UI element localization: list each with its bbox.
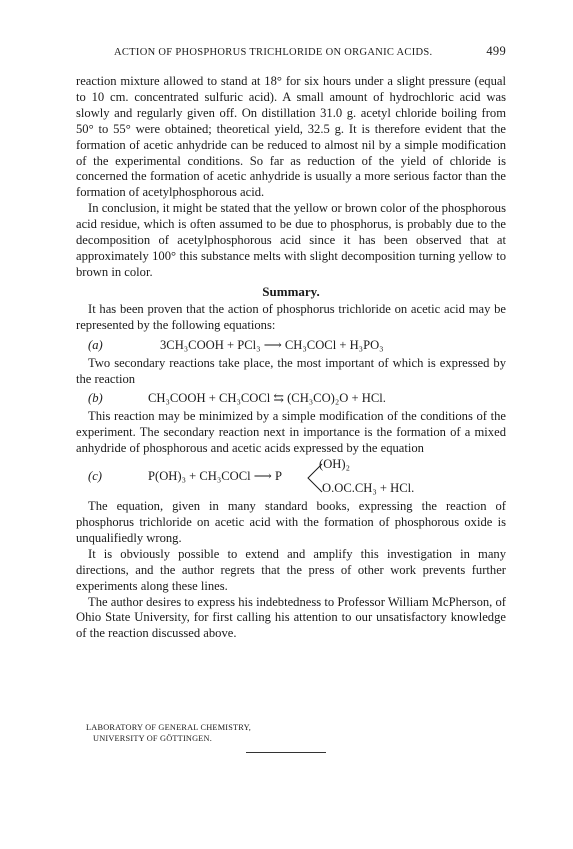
- equation-b: [76, 387, 506, 409]
- paragraph-secondary-reactions: Two secondary reactions take place, the most important of which is expressed by the reaction: [76, 355, 506, 386]
- paragraph-continuation: reaction mixture allowed to stand at 18° for six hours under a slight pressure (equal to 10 cm. concentrated sulfuric acid). A small amount of hydrochloric acid was slowly and regularly given off. On distillation 31.0 g. acetyl chloride boiling from 50° to 55° were obtained; theoretical yield, 32.5 g. It is therefore evident that the formation of acetic anhydride can be reduced to almost nil by a simple modification of the experimental conditions. So far as reduction of the yield of chloride is concerned the formation of acetic anhydride is usually a more serious factor than the formation of acetylphosphorous acid.: [76, 74, 506, 200]
- affiliation-line-2: UNIVERSITY OF GÖTTINGEN.: [93, 734, 213, 743]
- affiliation-line-1: LABORATORY OF GENERAL CHEMISTRY,: [86, 723, 251, 732]
- end-rule: [246, 752, 326, 753]
- article-body: [76, 74, 506, 642]
- paragraph-acknowledgement: The author desires to express his indebtedness to Professor William McPherson, of Ohio State University, for first calling his attention to our unsatisfactory knowledge of the reaction discussed above.: [76, 594, 506, 641]
- paragraph-summary-intro: It has been proven that the action of phosphorus trichloride on acetic acid may be represented by the following equations:: [76, 301, 506, 332]
- equation-a-label: (a): [88, 337, 103, 352]
- paragraph-extend: It is obviously possible to extend and amplify this investigation in many directions, and the author regrets that the press of other work prevents further experiments along these lines.: [76, 546, 506, 593]
- equation-a-formula: 3CH₃COOH + PCl₃ ⟶ CH₃COCl + H₃PO₃: [160, 337, 384, 352]
- equation-c-bottom-branch: O.OC.CH₃ + HCl.: [322, 481, 415, 496]
- equation-b-formula: CH₃COOH + CH₃COCl ⇆ (CH₃CO)₂O + HCl.: [148, 391, 386, 406]
- running-header: [76, 43, 506, 63]
- equation-c-label: (c): [88, 469, 102, 484]
- paragraph-standard-books: The equation, given in many standard books, expressing the reaction of phosphorus trichloride on acetic acid with the formation of phosphorous oxide is unqualifiedly wrong.: [76, 499, 506, 545]
- page-number: 499: [486, 44, 506, 58]
- running-title: ACTION OF PHOSPHORUS TRICHLORIDE ON ORGANIC ACIDS.: [114, 47, 433, 58]
- equation-c-top-branch: (OH)₂: [319, 457, 350, 472]
- affiliation: [86, 722, 251, 744]
- paragraph-conclusion: In conclusion, it might be stated that the yellow or brown color of the phosphorous acid residue, which is often assumed to be due to phosphorus, is probably due to the decomposition of acetylphosphorous acid since it has been observed that at approximately 100° this substance melts with slight decomposition turning yellow to brown in color.: [76, 201, 506, 279]
- paragraph-minimized: This reaction may be minimized by a simple modification of the conditions of the experiment. The secondary reaction next in importance is the formation of a mixed anhydride of phosphorous and acetic acids expressed by the equation: [76, 409, 506, 456]
- equation-c: [76, 457, 506, 499]
- equation-a: [76, 334, 506, 356]
- equation-c-lhs: P(OH)₃ + CH₃COCl ⟶ P: [148, 469, 283, 484]
- summary-heading: Summary.: [262, 283, 320, 299]
- equation-b-label: (b): [88, 391, 103, 406]
